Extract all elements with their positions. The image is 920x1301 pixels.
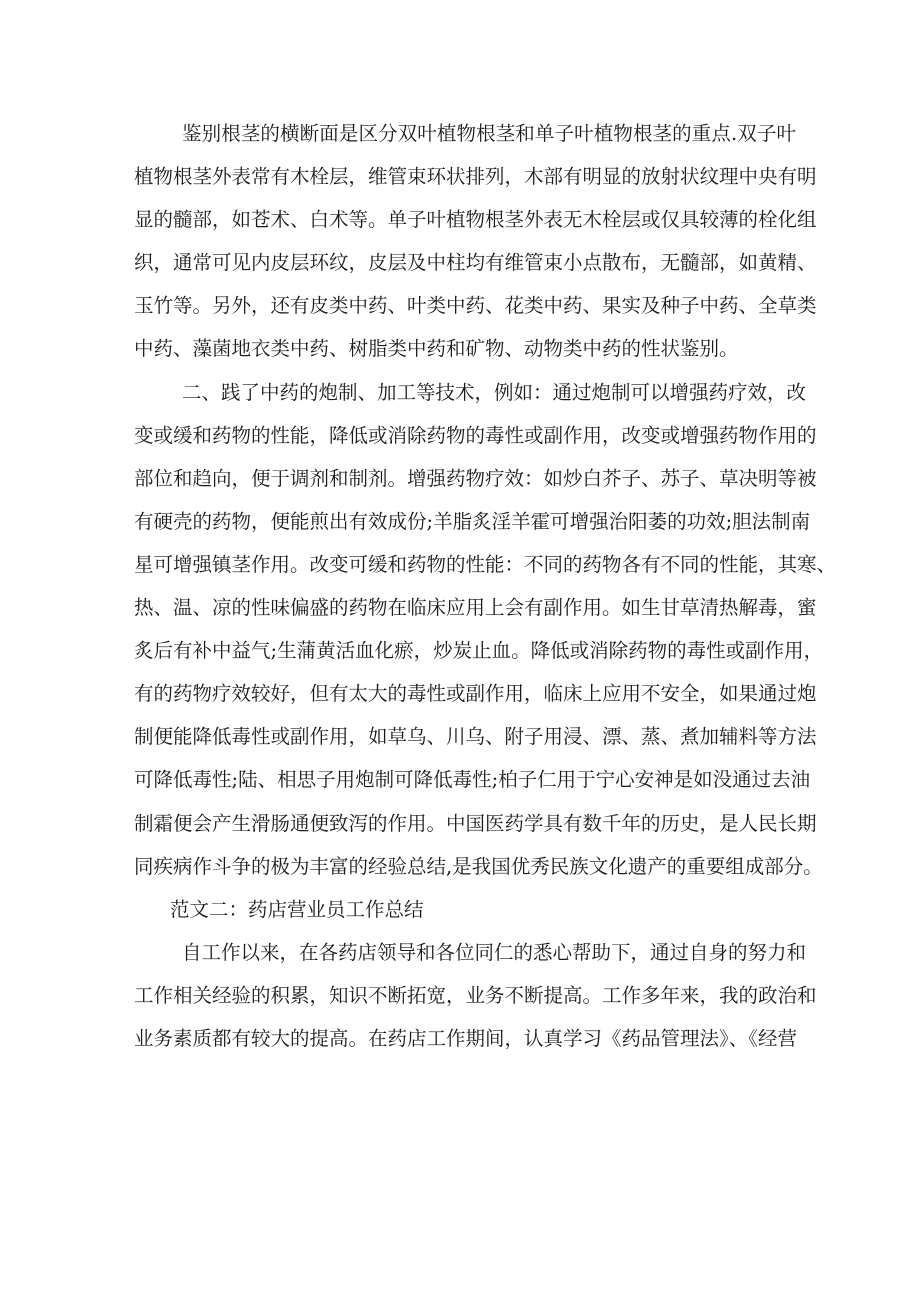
text-line: 炙后有补中益气;生蒲黄活血化瘀，炒炭止血。降低或消除药物的毒性或副作用， xyxy=(134,639,824,663)
text-line: 自工作以来，在各药店领导和各位同仁的悉心帮助下，通过自身的努力和 xyxy=(182,940,807,964)
text-line: 变或缓和药物的性能，降低或消除药物的毒性或副作用，改变或增强药物作用的 xyxy=(134,423,817,447)
text-line: 热、温、凉的性味偏盛的药物在临床应用上会有副作用。如生甘草清热解毒，蜜 xyxy=(134,596,817,620)
text-line: 有硬壳的药物，便能煎出有效成份;羊脂炙淫羊霍可增强治阳萎的功效;胆法制南 xyxy=(134,509,811,533)
text-line: 中药、藻菌地衣类中药、树脂类中药和矿物、动物类中药的性状鉴别。 xyxy=(134,337,739,361)
document-body xyxy=(134,112,837,1060)
text-line: 制霜便会产生滑肠通便致泻的作用。中国医药学具有数千年的历史，是人民长期 xyxy=(134,811,817,835)
paragraph-processing-techniques xyxy=(134,371,837,888)
heading-line: 范文二：药店营业员工作总结 xyxy=(170,897,424,921)
text-line: 同疾病作斗争的极为丰富的经验总结,是我国优秀民族文化遗产的重要组成部分。 xyxy=(134,854,823,878)
text-line: 部位和趋向，便于调剂和制剂。增强药物疗效：如炒白芥子、苏子、草决明等被 xyxy=(134,466,817,490)
text-line: 星可增强镇茎作用。改变可缓和药物的性能：不同的药物各有不同的性能，其寒、 xyxy=(134,552,837,576)
text-line: 二、践了中药的炮制、加工等技术，例如：通过炮制可以增强药疗效，改 xyxy=(182,380,807,404)
text-line: 植物根茎外表常有木栓层，维管束环状排列，木部有明显的放射状纹理中央有明 xyxy=(134,165,817,189)
text-line: 玉竹等。另外，还有皮类中药、叶类中药、花类中药、果实及种子中药、全草类 xyxy=(134,294,817,318)
text-line: 鉴别根茎的横断面是区分双叶植物根茎和单子叶植物根茎的重点.双子叶 xyxy=(182,122,796,145)
text-line: 可降低毒性;陆、相思子用炮制可降低毒性;柏子仁用于宁心安神是如没通过去油 xyxy=(134,768,811,792)
text-line: 显的髓部，如苍术、白术等。单子叶植物根茎外表无木栓层或仅具较薄的栓化组 xyxy=(134,208,817,232)
text-line: 制便能降低毒性或副作用，如草乌、川乌、附子用浸、漂、蒸、煮加辅料等方法 xyxy=(134,725,817,749)
text-line: 业务素质都有较大的提高。在药店工作期间，认真学习《药品管理法》、《经营 xyxy=(134,1026,798,1050)
text-line: 织，通常可见内皮层环纹，皮层及中柱均有维管束小点散布，无髓部，如黄精、 xyxy=(134,251,817,275)
paragraph-work-summary xyxy=(134,931,817,1060)
text-line: 有的药物疗效较好，但有太大的毒性或副作用，临床上应用不安全，如果通过炮 xyxy=(134,682,817,706)
section-heading xyxy=(134,888,796,931)
paragraph-root-identification xyxy=(134,112,817,371)
text-line: 工作相关经验的积累，知识不断拓宽，业务不断提高。工作多年来，我的政治和 xyxy=(134,983,817,1007)
